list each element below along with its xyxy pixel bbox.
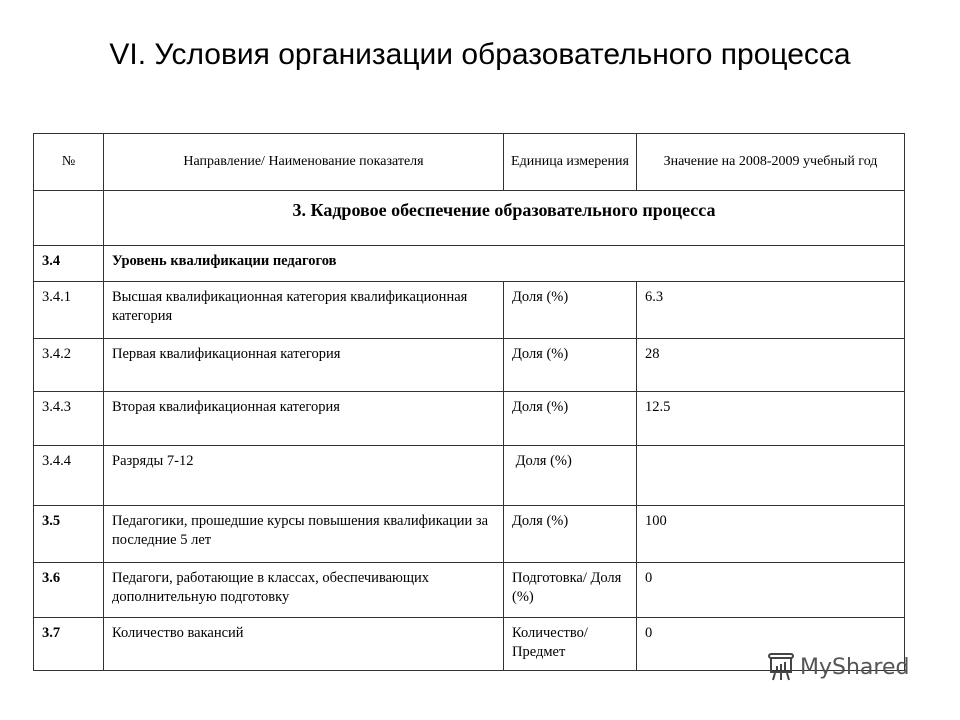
header-unit: Единица измерения bbox=[504, 134, 637, 191]
row-num: 3.6 bbox=[34, 563, 104, 618]
row-name: Вторая квалификационная категория bbox=[104, 392, 504, 446]
slide-title: VI. Условия организации образовательного процесса bbox=[109, 38, 851, 71]
row-num: 3.4.1 bbox=[34, 282, 104, 339]
row-value bbox=[637, 446, 905, 506]
table-row bbox=[34, 392, 905, 446]
section-num-cell bbox=[34, 191, 104, 246]
subsection-num: 3.4 bbox=[34, 246, 104, 282]
row-name: Педагоги, работающие в классах, обеспечивающих дополнительную подготовку bbox=[104, 563, 504, 618]
row-unit: Подготовка/ Доля (%) bbox=[504, 563, 637, 618]
row-value: 100 bbox=[637, 506, 905, 563]
table-row bbox=[34, 339, 905, 392]
table-row bbox=[34, 282, 905, 339]
row-value: 0 bbox=[637, 618, 905, 671]
header-num: № bbox=[34, 134, 104, 191]
watermark-text: MyShared bbox=[800, 654, 910, 680]
row-num: 3.7 bbox=[34, 618, 104, 671]
presentation-board-icon bbox=[768, 652, 794, 682]
table-row bbox=[34, 506, 905, 563]
row-unit: Доля (%) bbox=[504, 506, 637, 563]
table-header-row bbox=[34, 134, 905, 191]
watermark bbox=[768, 652, 909, 682]
row-value: 28 bbox=[637, 339, 905, 392]
table-row bbox=[34, 563, 905, 618]
row-num: 3.4.2 bbox=[34, 339, 104, 392]
table-row bbox=[34, 446, 905, 506]
row-name: Первая квалификационная категория bbox=[104, 339, 504, 392]
row-unit: Количество/ Предмет bbox=[504, 618, 637, 671]
row-num: 3.5 bbox=[34, 506, 104, 563]
row-name: Разряды 7-12 bbox=[104, 446, 504, 506]
header-name: Направление/ Наименование показателя bbox=[104, 134, 504, 191]
row-name: Педагогики, прошедшие курсы повышения квалификации за последние 5 лет bbox=[104, 506, 504, 563]
row-unit: Доля (%) bbox=[504, 339, 637, 392]
section-title: 3. Кадровое обеспечение образовательного процесса bbox=[104, 191, 905, 246]
subsection-name: Уровень квалификации педагогов bbox=[104, 246, 905, 282]
row-value: 6.3 bbox=[637, 282, 905, 339]
row-value: 0 bbox=[637, 563, 905, 618]
row-unit: Доля (%) bbox=[504, 282, 637, 339]
row-num: 3.4.4 bbox=[34, 446, 104, 506]
subsection-row bbox=[34, 246, 905, 282]
row-name: Количество вакансий bbox=[104, 618, 504, 671]
row-unit: Доля (%) bbox=[504, 392, 637, 446]
row-value: 12.5 bbox=[637, 392, 905, 446]
indicators-table bbox=[33, 133, 905, 671]
section-row bbox=[34, 191, 905, 246]
row-num: 3.4.3 bbox=[34, 392, 104, 446]
row-name: Высшая квалификационная категория квалификационная категория bbox=[104, 282, 504, 339]
header-value: Значение на 2008-2009 учебный год bbox=[637, 134, 905, 191]
row-unit: Доля (%) bbox=[504, 446, 637, 506]
